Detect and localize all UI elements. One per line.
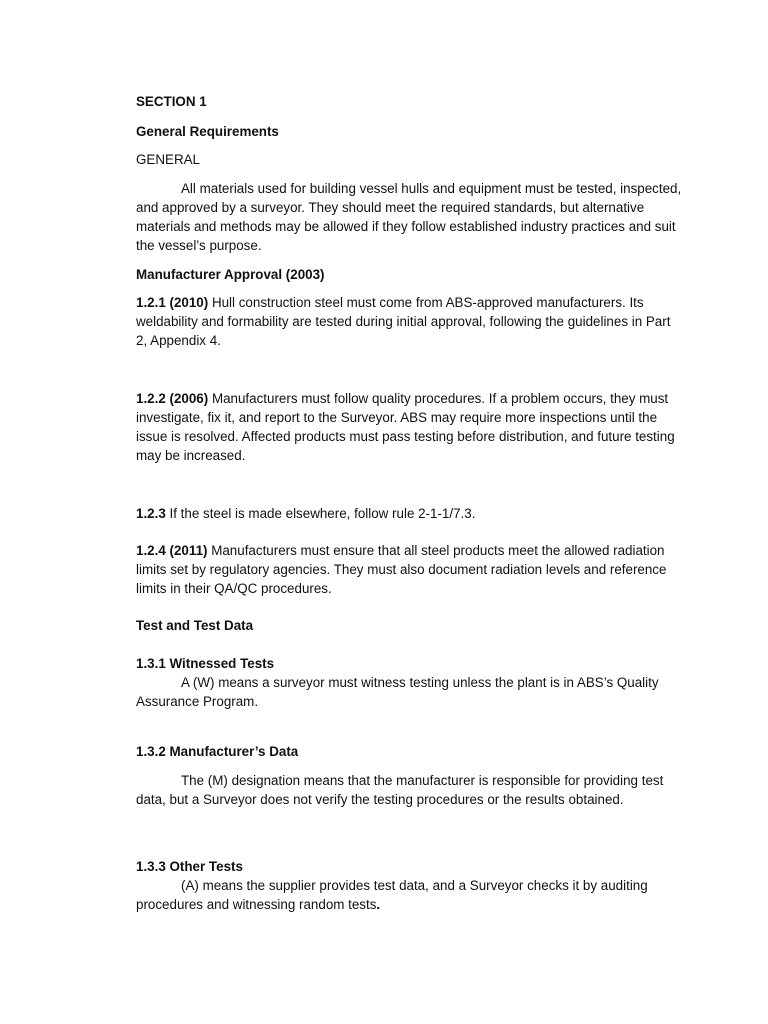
manufacturers-data-heading: 1.3.2 Manufacturer’s Data (136, 744, 299, 759)
other-tests-heading: 1.3.3 Other Tests (136, 859, 243, 874)
clause-number: 1.2.1 (2010) (136, 295, 209, 310)
other-tests-body: (A) means the supplier provides test data, and a Surveyor checks it by auditing procedures and witnessing random tests (136, 878, 648, 912)
clause-1-2-3 (136, 504, 684, 523)
clause-1-2-1 (136, 293, 684, 350)
section-label: SECTION 1 (136, 94, 207, 109)
other-tests-text (136, 876, 684, 914)
clause-text: Manufacturers must ensure that all steel products meet the allowed radiation limits set by regulatory agencies. They must also document radiation levels and reference limits in their QA/QC procedures. (136, 543, 667, 596)
witnessed-tests-heading: 1.3.1 Witnessed Tests (136, 656, 275, 671)
general-label: GENERAL (136, 152, 200, 167)
general-paragraph: All materials used for building vessel hulls and equipment must be tested, inspected, and approved by a surveyor. They should meet the required standards, but alternative materials and methods may be allowed if they follow established industry practices and suit the vessel’s purpose. (136, 181, 682, 253)
test-data-heading: Test and Test Data (136, 618, 254, 633)
manufacturers-data-text: The (M) designation means that the manufacturer is responsible for providing test data, but a Surveyor does not verify the testing procedures or the results obtained. (136, 773, 664, 807)
clause-1-2-2 (136, 389, 684, 465)
clause-number: 1.2.3 (136, 506, 166, 521)
clause-number: 1.2.4 (2011) (136, 543, 208, 558)
clause-number: 1.2.2 (2006) (136, 391, 209, 406)
clause-1-2-4 (136, 541, 684, 598)
general-requirements-heading: General Requirements (136, 124, 279, 139)
clause-text: Manufacturers must follow quality procedures. If a problem occurs, they must investigate, fix it, and report to the Surveyor. ABS may require more inspections until the issue is resolved. Affected products must pass testing before distribution, and future testing may be increased. (136, 391, 675, 463)
clause-text: Hull construction steel must come from ABS-approved manufacturers. Its weldability and formability are tested during initial approval, following the guidelines in Part 2, Appendix 4. (136, 295, 671, 348)
manufacturer-approval-heading: Manufacturer Approval (2003) (136, 267, 325, 282)
clause-text: If the steel is made elsewhere, follow rule 2-1-1/7.3. (165, 506, 476, 521)
witnessed-tests-text: A (W) means a surveyor must witness testing unless the plant is in ABS’s Quality Assurance Program. (136, 675, 659, 709)
other-tests-period: . (376, 897, 381, 912)
